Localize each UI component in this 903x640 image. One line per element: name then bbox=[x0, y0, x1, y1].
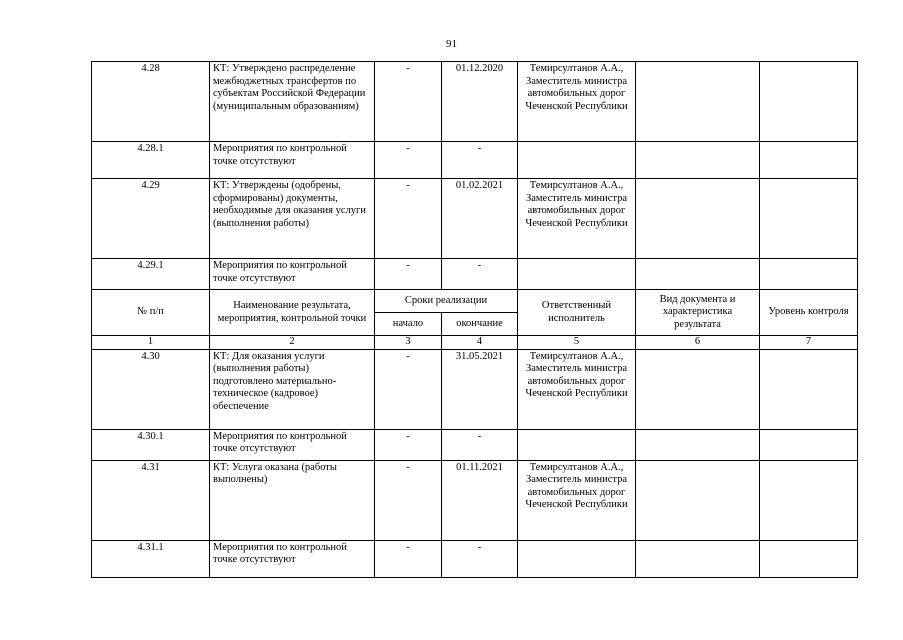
column-numbers-row bbox=[92, 336, 858, 350]
row-end: 31.05.2021 bbox=[442, 349, 518, 429]
page-number: 91 bbox=[446, 38, 457, 50]
row-level bbox=[760, 460, 858, 540]
row-number: 4.29 bbox=[92, 179, 210, 259]
row-number: 4.31.1 bbox=[92, 540, 210, 577]
row-doc bbox=[636, 62, 760, 142]
header-name: Наименование результата, мероприятия, контрольной точки bbox=[210, 290, 375, 336]
row-number: 4.28.1 bbox=[92, 142, 210, 179]
row-end: - bbox=[442, 540, 518, 577]
table-row bbox=[92, 349, 858, 429]
row-start: - bbox=[375, 460, 442, 540]
row-doc bbox=[636, 349, 760, 429]
column-number: 6 bbox=[636, 336, 760, 350]
row-responsible bbox=[518, 142, 636, 179]
row-number: 4.30 bbox=[92, 349, 210, 429]
row-level bbox=[760, 429, 858, 460]
row-name: КТ: Утверждены (одобрены, сформированы) документы, необходимые для оказания услуги (выполнения работы) bbox=[210, 179, 375, 259]
row-name: КТ: Для оказания услуги (выполнения работы) подготовлено материально-техническое (кадровое) обеспечение bbox=[210, 349, 375, 429]
column-number: 2 bbox=[210, 336, 375, 350]
row-doc bbox=[636, 540, 760, 577]
row-number: 4.28 bbox=[92, 62, 210, 142]
row-start: - bbox=[375, 259, 442, 290]
row-end: - bbox=[442, 142, 518, 179]
row-number: 4.30.1 bbox=[92, 429, 210, 460]
header-responsible: Ответственный исполнитель bbox=[518, 290, 636, 336]
row-level bbox=[760, 62, 858, 142]
table-row bbox=[92, 142, 858, 179]
row-responsible: Темирсултанов А.А., Заместитель министра автомобильных дорог Чеченской Республики bbox=[518, 179, 636, 259]
table-row bbox=[92, 540, 858, 577]
row-doc bbox=[636, 429, 760, 460]
table-row bbox=[92, 429, 858, 460]
column-number: 3 bbox=[375, 336, 442, 350]
row-level bbox=[760, 142, 858, 179]
row-name: КТ: Утверждено распределение межбюджетных трансфертов по субъектам Российской Федерации (муниципальным образованиям) bbox=[210, 62, 375, 142]
row-end: 01.11.2021 bbox=[442, 460, 518, 540]
row-end: 01.02.2021 bbox=[442, 179, 518, 259]
header-number: № п/п bbox=[92, 290, 210, 336]
row-end: - bbox=[442, 429, 518, 460]
header-terms: Сроки реализации bbox=[375, 290, 518, 313]
column-number: 1 bbox=[92, 336, 210, 350]
row-name: Мероприятия по контрольной точке отсутствуют bbox=[210, 259, 375, 290]
row-level bbox=[760, 349, 858, 429]
row-start: - bbox=[375, 179, 442, 259]
row-number: 4.29.1 bbox=[92, 259, 210, 290]
row-start: - bbox=[375, 62, 442, 142]
column-number: 7 bbox=[760, 336, 858, 350]
row-start: - bbox=[375, 349, 442, 429]
table-row bbox=[92, 259, 858, 290]
row-doc bbox=[636, 142, 760, 179]
row-end: 01.12.2020 bbox=[442, 62, 518, 142]
row-level bbox=[760, 259, 858, 290]
row-responsible bbox=[518, 429, 636, 460]
row-name: Мероприятия по контрольной точке отсутствуют bbox=[210, 142, 375, 179]
row-start: - bbox=[375, 142, 442, 179]
row-doc bbox=[636, 460, 760, 540]
row-name: Мероприятия по контрольной точке отсутствуют bbox=[210, 540, 375, 577]
header-start: начало bbox=[375, 313, 442, 336]
row-number: 4.31 bbox=[92, 460, 210, 540]
column-number: 4 bbox=[442, 336, 518, 350]
row-responsible bbox=[518, 540, 636, 577]
row-start: - bbox=[375, 429, 442, 460]
table-row bbox=[92, 62, 858, 142]
row-responsible: Темирсултанов А.А., Заместитель министра автомобильных дорог Чеченской Республики bbox=[518, 62, 636, 142]
control-points-table bbox=[91, 61, 858, 578]
row-responsible bbox=[518, 259, 636, 290]
table-row bbox=[92, 460, 858, 540]
header-end: окончание bbox=[442, 313, 518, 336]
row-name: Мероприятия по контрольной точке отсутствуют bbox=[210, 429, 375, 460]
table-row bbox=[92, 179, 858, 259]
row-responsible: Темирсултанов А.А., Заместитель министра автомобильных дорог Чеченской Республики bbox=[518, 349, 636, 429]
row-name: КТ: Услуга оказана (работы выполнены) bbox=[210, 460, 375, 540]
row-level bbox=[760, 179, 858, 259]
row-start: - bbox=[375, 540, 442, 577]
row-doc bbox=[636, 179, 760, 259]
column-number: 5 bbox=[518, 336, 636, 350]
row-end: - bbox=[442, 259, 518, 290]
row-responsible: Темирсултанов А.А., Заместитель министра автомобильных дорог Чеченской Республики bbox=[518, 460, 636, 540]
header-level: Уровень контроля bbox=[760, 290, 858, 336]
table-header-row bbox=[92, 290, 858, 313]
header-doc: Вид документа и характеристика результата bbox=[636, 290, 760, 336]
row-level bbox=[760, 540, 858, 577]
row-doc bbox=[636, 259, 760, 290]
